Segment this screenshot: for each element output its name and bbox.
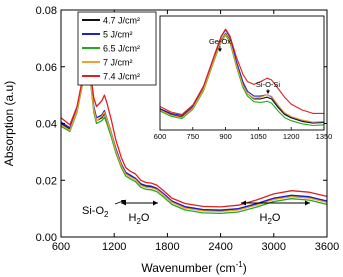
x-tick-label: 600 — [51, 241, 71, 253]
inset-x-tick-label: 1050 — [250, 132, 267, 141]
legend-label-5: 7.4 J/cm² — [103, 71, 141, 82]
legend-label-4: 7 J/cm² — [103, 57, 133, 68]
legend-label-2: 5 J/cm² — [103, 29, 133, 40]
inset-x-tick-label: 1200 — [282, 132, 300, 141]
legend — [78, 12, 156, 85]
inset-peak-ge-ox: Ge-Ox — [208, 37, 232, 46]
y-tick-label: 0.00 — [35, 232, 57, 244]
inset-peak-si-o-si: Si-O-Si — [255, 80, 281, 89]
inset-x-tick-label: 900 — [219, 132, 232, 141]
x-tick-label: 2400 — [208, 241, 233, 253]
inset-x-tick-label: 750 — [186, 132, 200, 141]
x-tick-label: 1200 — [101, 241, 127, 253]
y-tick-label: 0.02 — [35, 175, 57, 188]
legend-label-1: 4.7 J/cm² — [103, 15, 141, 26]
x-tick-label: 1800 — [155, 241, 180, 253]
y-tick-label: 0.06 — [35, 61, 57, 74]
sio2-label: $Si-O_2$ — [82, 205, 109, 219]
legend-label-3: 6.5 J/cm² — [103, 43, 141, 54]
inset-chart — [154, 16, 333, 141]
x-tick-label: 3600 — [314, 241, 340, 253]
y-tick-label: 0.04 — [35, 118, 57, 131]
inset-x-tick-label: 600 — [153, 132, 167, 141]
h2o-left-label: $H_2O$ — [128, 212, 150, 226]
y-axis-label: Absorption (a.u) — [2, 80, 16, 167]
x-tick-label: 3000 — [261, 241, 287, 253]
h2o-right-label: $H_2O$ — [259, 212, 281, 226]
inset-x-tick-label: 1350 — [315, 132, 333, 141]
y-tick-label: 0.08 — [35, 5, 57, 17]
x-axis-label: Wavenumber $(cm^{-1})$ — [141, 260, 247, 275]
